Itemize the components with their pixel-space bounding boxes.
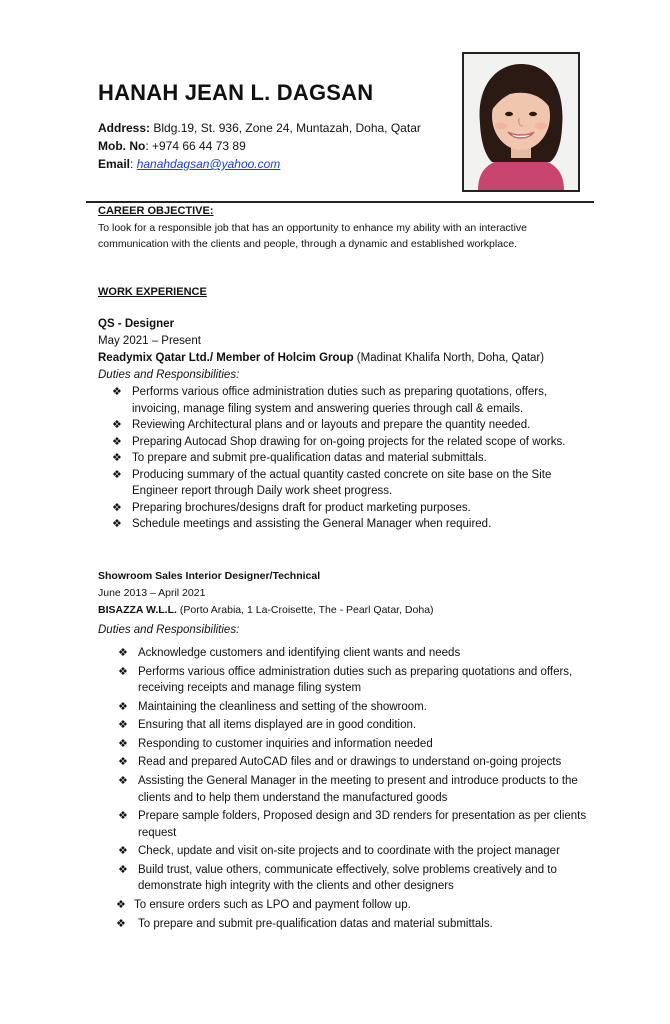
- diamond-bullet-icon: ❖: [118, 737, 128, 750]
- applicant-name: HANAH JEAN L. DAGSAN: [98, 80, 374, 105]
- duties-label: Duties and Responsibilities:: [98, 369, 240, 381]
- mobile-row: [98, 137, 421, 155]
- diamond-bullet-icon: ❖: [118, 775, 128, 788]
- duty-text: Performs various office administration duties such as preparing quotations and offers, receiving receipts and manage filing system: [138, 665, 573, 695]
- list-item: [98, 699, 588, 716]
- diamond-bullet-icon: ❖: [112, 386, 122, 398]
- job-entry-showroom-sales: [98, 568, 588, 934]
- job-company-line: [98, 602, 588, 619]
- list-item: [98, 417, 588, 434]
- duties-list: [98, 384, 588, 533]
- diamond-bullet-icon: ❖: [112, 419, 122, 431]
- job-dates: May 2021 – Present: [98, 335, 201, 347]
- duties-label: Duties and Responsibilities:: [98, 624, 240, 636]
- profile-photo-illustration: [464, 54, 578, 190]
- list-item: [98, 862, 588, 895]
- diamond-bullet-icon: ❖: [118, 647, 128, 659]
- diamond-bullet-icon: ❖: [118, 810, 128, 823]
- list-item: [98, 736, 588, 753]
- list-item: [98, 450, 588, 467]
- diamond-bullet-icon: ❖: [118, 665, 128, 678]
- career-objective-text: To look for a responsible job that has an opportunity to enhance my ability with an interactive communication with the clients and people, through a dynamic and established workplace.: [98, 222, 527, 250]
- contact-details: [98, 119, 421, 173]
- list-item: [98, 916, 588, 933]
- duty-text: Preparing brochures/designs draft for product marketing purposes.: [132, 501, 471, 514]
- diamond-bullet-icon: ❖: [112, 501, 122, 514]
- duty-text: Ensuring that all items displayed are in good condition.: [138, 719, 417, 732]
- duty-text: To prepare and submit pre-qualification datas and material submittals.: [138, 917, 493, 930]
- job-title: Showroom Sales Interior Designer/Technical: [98, 570, 321, 582]
- duty-text: Responding to customer inquiries and information needed: [138, 737, 433, 750]
- list-item: [98, 516, 588, 533]
- header-divider: [86, 201, 594, 203]
- duty-text: Check, update and visit on-site projects and to coordinate with the project manager: [138, 845, 560, 858]
- duties-list: [98, 645, 588, 932]
- diamond-bullet-icon: ❖: [118, 700, 128, 713]
- duty-text: To prepare and submit pre-qualification datas and material submittals.: [132, 452, 487, 464]
- diamond-bullet-icon: ❖: [118, 863, 128, 876]
- email-label: Email: [98, 157, 131, 171]
- list-item: [98, 645, 588, 662]
- job-company: BISAZZA W.L.L.: [98, 604, 177, 616]
- duty-text: Build trust, value others, communicate effectively, solve problems creatively and to demonstrate high integrity with the clients and other designers: [138, 863, 557, 893]
- job-title: QS - Designer: [98, 318, 175, 330]
- duty-text: Reviewing Architectural plans and or layouts and prepare the quantity needed.: [132, 419, 531, 431]
- duty-text: Acknowledge customers and identifying client wants and needs: [138, 647, 461, 659]
- duty-text: Performs various office administration duties such as preparing quotations, offers, invoicing, manage filing system and answering queries through call & emails.: [132, 386, 548, 415]
- mobile-label: Mob. No: [98, 139, 146, 153]
- list-item: [98, 434, 588, 451]
- list-item: [98, 897, 588, 914]
- list-item: [98, 664, 588, 697]
- job-location: (Porto Arabia, 1 La-Croisette, The - Pearl Qatar, Doha): [176, 604, 434, 616]
- list-item: [98, 843, 588, 860]
- mobile-value: : +974 66 44 73 89: [145, 139, 246, 153]
- list-item: [98, 384, 588, 417]
- duty-text: To ensure orders such as LPO and payment follow up.: [134, 898, 411, 911]
- job-location: (Madinat Khalifa North, Doha, Qatar): [353, 352, 545, 364]
- email-separator: :: [130, 157, 137, 171]
- duty-text: Producing summary of the actual quantity casted concrete on site base on the Site Engineer report through Daily work sheet progress.: [132, 468, 552, 497]
- job-company-line: [98, 350, 588, 367]
- diamond-bullet-icon: ❖: [112, 452, 122, 464]
- diamond-bullet-icon: ❖: [116, 917, 126, 930]
- diamond-bullet-icon: ❖: [116, 898, 126, 911]
- job-company: Readymix Qatar Ltd./ Member of Holcim Group: [98, 352, 354, 364]
- list-item: [98, 717, 588, 734]
- diamond-bullet-icon: ❖: [112, 518, 122, 530]
- duty-text: Preparing Autocad Shop drawing for on-going projects for the related scope of works.: [132, 435, 566, 448]
- diamond-bullet-icon: ❖: [118, 845, 128, 858]
- job-entry-qs-designer: [98, 316, 588, 533]
- diamond-bullet-icon: ❖: [118, 719, 128, 732]
- diamond-bullet-icon: ❖: [112, 435, 122, 448]
- list-item: [98, 500, 588, 517]
- duty-text: Read and prepared AutoCAD files and or drawings to understand on-going projects: [138, 756, 562, 769]
- work-experience-title: WORK EXPERIENCE: [98, 286, 207, 298]
- list-item: [98, 808, 588, 841]
- duty-text: Maintaining the cleanliness and setting of the showroom.: [138, 700, 427, 713]
- duty-text: Schedule meetings and assisting the General Manager when required.: [132, 518, 492, 530]
- career-objective-title: CAREER OBJECTIVE:: [98, 205, 214, 217]
- list-item: [98, 754, 588, 771]
- diamond-bullet-icon: ❖: [112, 468, 122, 481]
- email-link[interactable]: hanahdagsan@yahoo.com: [136, 157, 281, 171]
- job-dates: June 2013 – April 2021: [98, 587, 206, 599]
- list-item: [98, 773, 588, 806]
- diamond-bullet-icon: ❖: [118, 756, 128, 769]
- duty-text: Assisting the General Manager in the meeting to present and introduce products to the clients and to help them understand the manufactured goods: [138, 775, 578, 804]
- duty-text: Prepare sample folders, Proposed design and 3D renders for presentation as per clients request: [138, 810, 587, 839]
- address-row: [98, 119, 421, 137]
- address-value: Bldg.19, St. 936, Zone 24, Muntazah, Doha, Qatar: [153, 121, 421, 135]
- profile-photo: [462, 52, 580, 192]
- list-item: [98, 467, 588, 500]
- email-row: [98, 155, 421, 173]
- address-label: Address:: [98, 121, 151, 135]
